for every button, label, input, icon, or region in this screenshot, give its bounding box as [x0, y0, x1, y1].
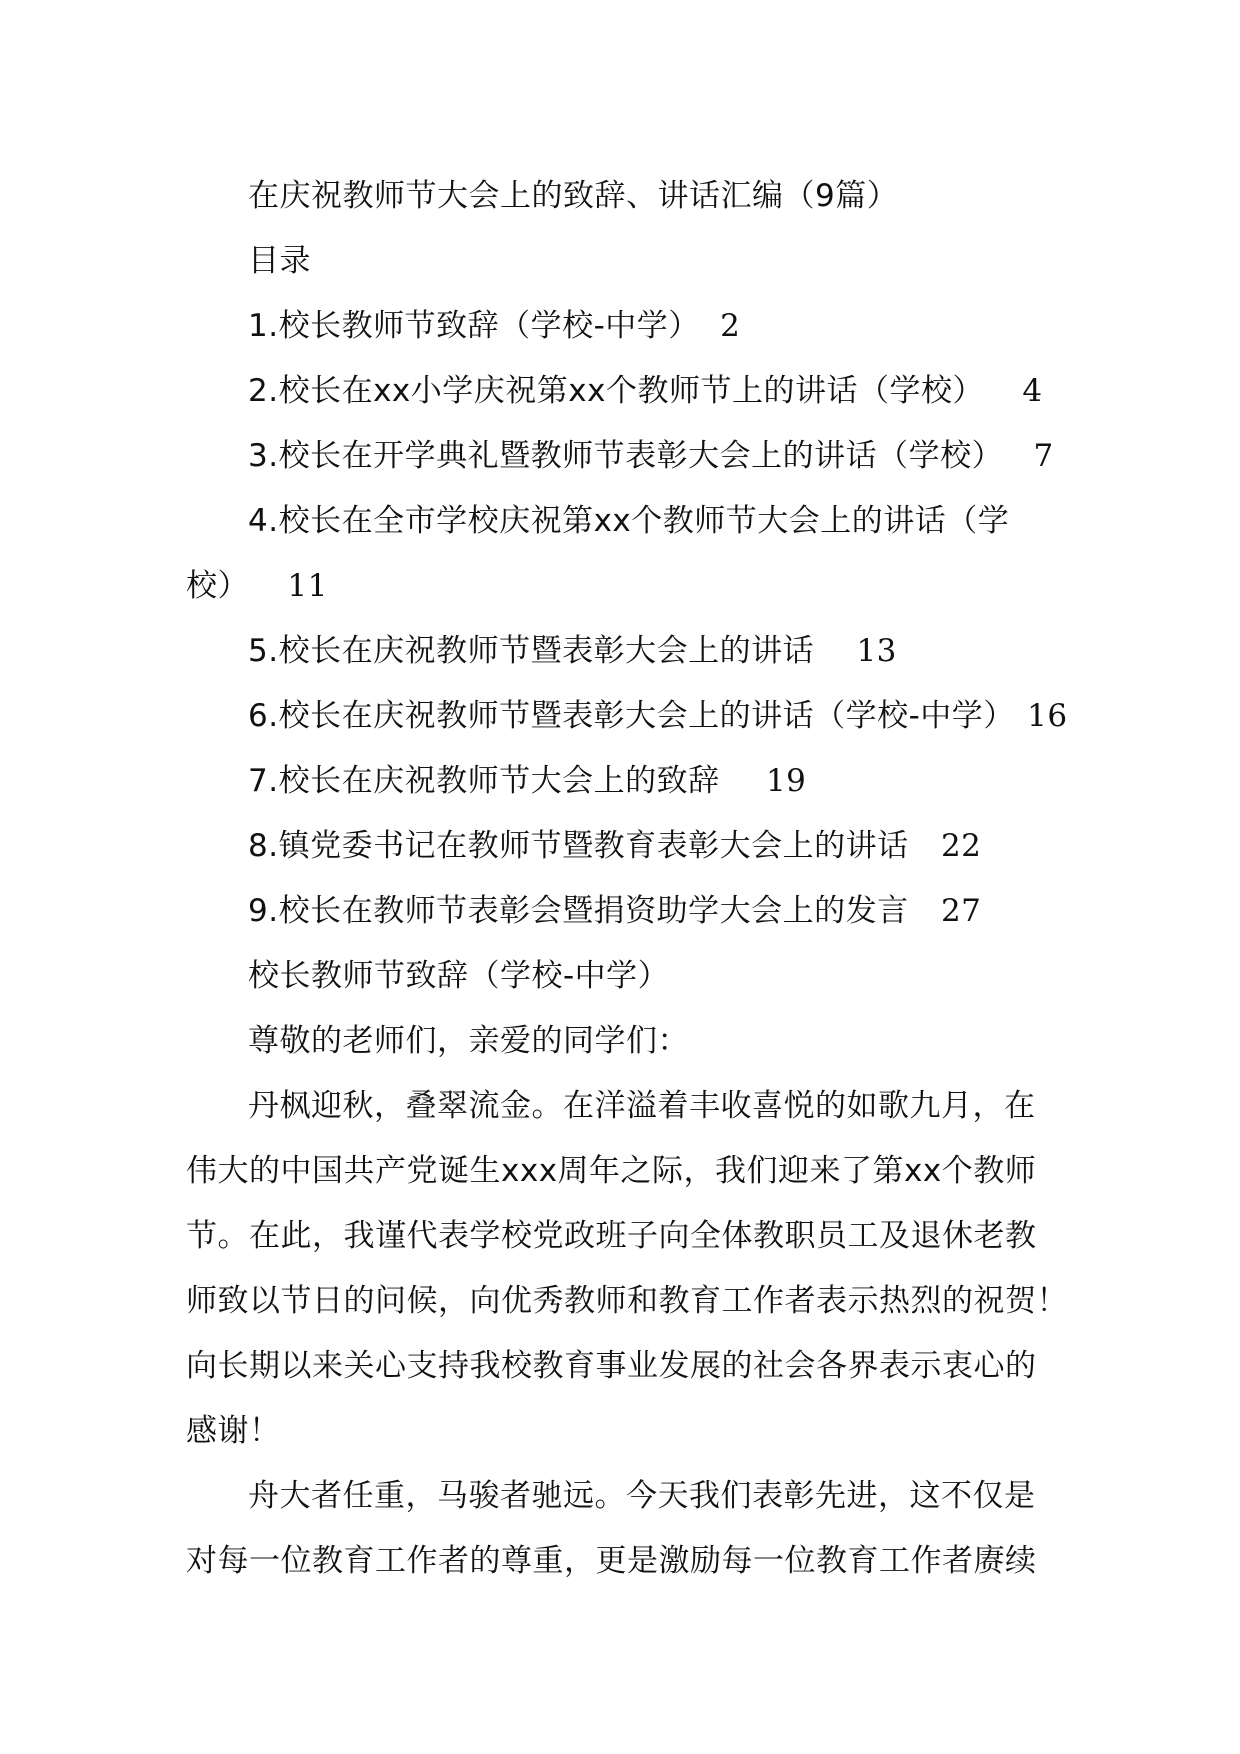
paragraph-line: 伟大的中国共产党诞生xxx周年之际，我们迎来了第xx个教师 [186, 1153, 1037, 1189]
toc-item-text: 8.镇党委书记在教师节暨教育表彰大会上的讲话 [248, 828, 909, 864]
paragraph-line: 对每一位教育工作者的尊重，更是激励每一位教育工作者赓续 [186, 1543, 1037, 1579]
toc-item-7[interactable] [248, 761, 806, 801]
toc-item-page: 13 [856, 633, 897, 669]
toc-item-3[interactable] [248, 436, 1054, 476]
toc-item-1[interactable] [248, 306, 740, 346]
toc-item-6[interactable] [248, 696, 1068, 736]
toc-item-page: 2 [720, 308, 741, 344]
toc-heading: 目录 [248, 243, 311, 279]
document-title: 在庆祝教师节大会上的致辞、讲话汇编（9篇） [248, 178, 899, 214]
toc-item-text: 5.校长在庆祝教师节暨表彰大会上的讲话 [248, 633, 815, 669]
toc-item-text-line2: 校） [186, 568, 249, 604]
paragraph-line: 舟大者任重，马骏者驰远。今天我们表彰先进，这不仅是 [248, 1478, 1036, 1514]
toc-item-page: 22 [940, 828, 982, 864]
paragraph-line: 向长期以来关心支持我校教育事业发展的社会各界表示衷心的 [186, 1348, 1037, 1384]
toc-item-text: 3.校长在开学典礼暨教师节表彰大会上的讲话（学校） [248, 438, 1004, 474]
toc-item-page: 27 [940, 893, 982, 929]
toc-item-page: 19 [765, 763, 807, 799]
paragraph-line: 师致以节日的问候，向优秀教师和教育工作者表示热烈的祝贺！ [186, 1283, 1068, 1319]
toc-item-text-line1: 4.校长在全市学校庆祝第xx个教师节大会上的讲话（学 [248, 503, 1010, 539]
toc-item-page: 4 [1022, 373, 1043, 409]
paragraph-line: 丹枫迎秋，叠翠流金。在洋溢着丰收喜悦的如歌九月，在 [248, 1088, 1036, 1124]
toc-item-text: 7.校长在庆祝教师节大会上的致辞 [248, 763, 720, 799]
paragraph-line: 节。在此，我谨代表学校党政班子向全体教职员工及退休老教 [186, 1218, 1037, 1254]
toc-item-text: 9.校长在教师节表彰会暨捐资助学大会上的发言 [248, 893, 909, 929]
toc-item-text: 6.校长在庆祝教师节暨表彰大会上的讲话（学校-中学） [248, 698, 1015, 734]
toc-item-4[interactable] [248, 501, 1009, 541]
paragraph-line: 感谢！ [186, 1413, 281, 1449]
toc-item-page: 11 [287, 568, 328, 604]
toc-item-page: 7 [1033, 438, 1054, 474]
toc-item-5[interactable] [248, 631, 897, 671]
toc-item-8[interactable] [248, 826, 981, 866]
toc-item-text: 1.校长教师节致辞（学校-中学） [248, 308, 700, 344]
toc-item-text: 2.校长在xx小学庆祝第xx个教师节上的讲话（学校） [248, 373, 984, 409]
toc-item-page: 16 [1027, 698, 1068, 734]
toc-item-9[interactable] [248, 891, 981, 931]
toc-item-4-continued[interactable] [186, 566, 328, 606]
salutation: 尊敬的老师们，亲爱的同学们： [248, 1023, 689, 1059]
section-title: 校长教师节致辞（学校-中学） [248, 958, 670, 994]
toc-item-2[interactable] [248, 371, 1043, 411]
